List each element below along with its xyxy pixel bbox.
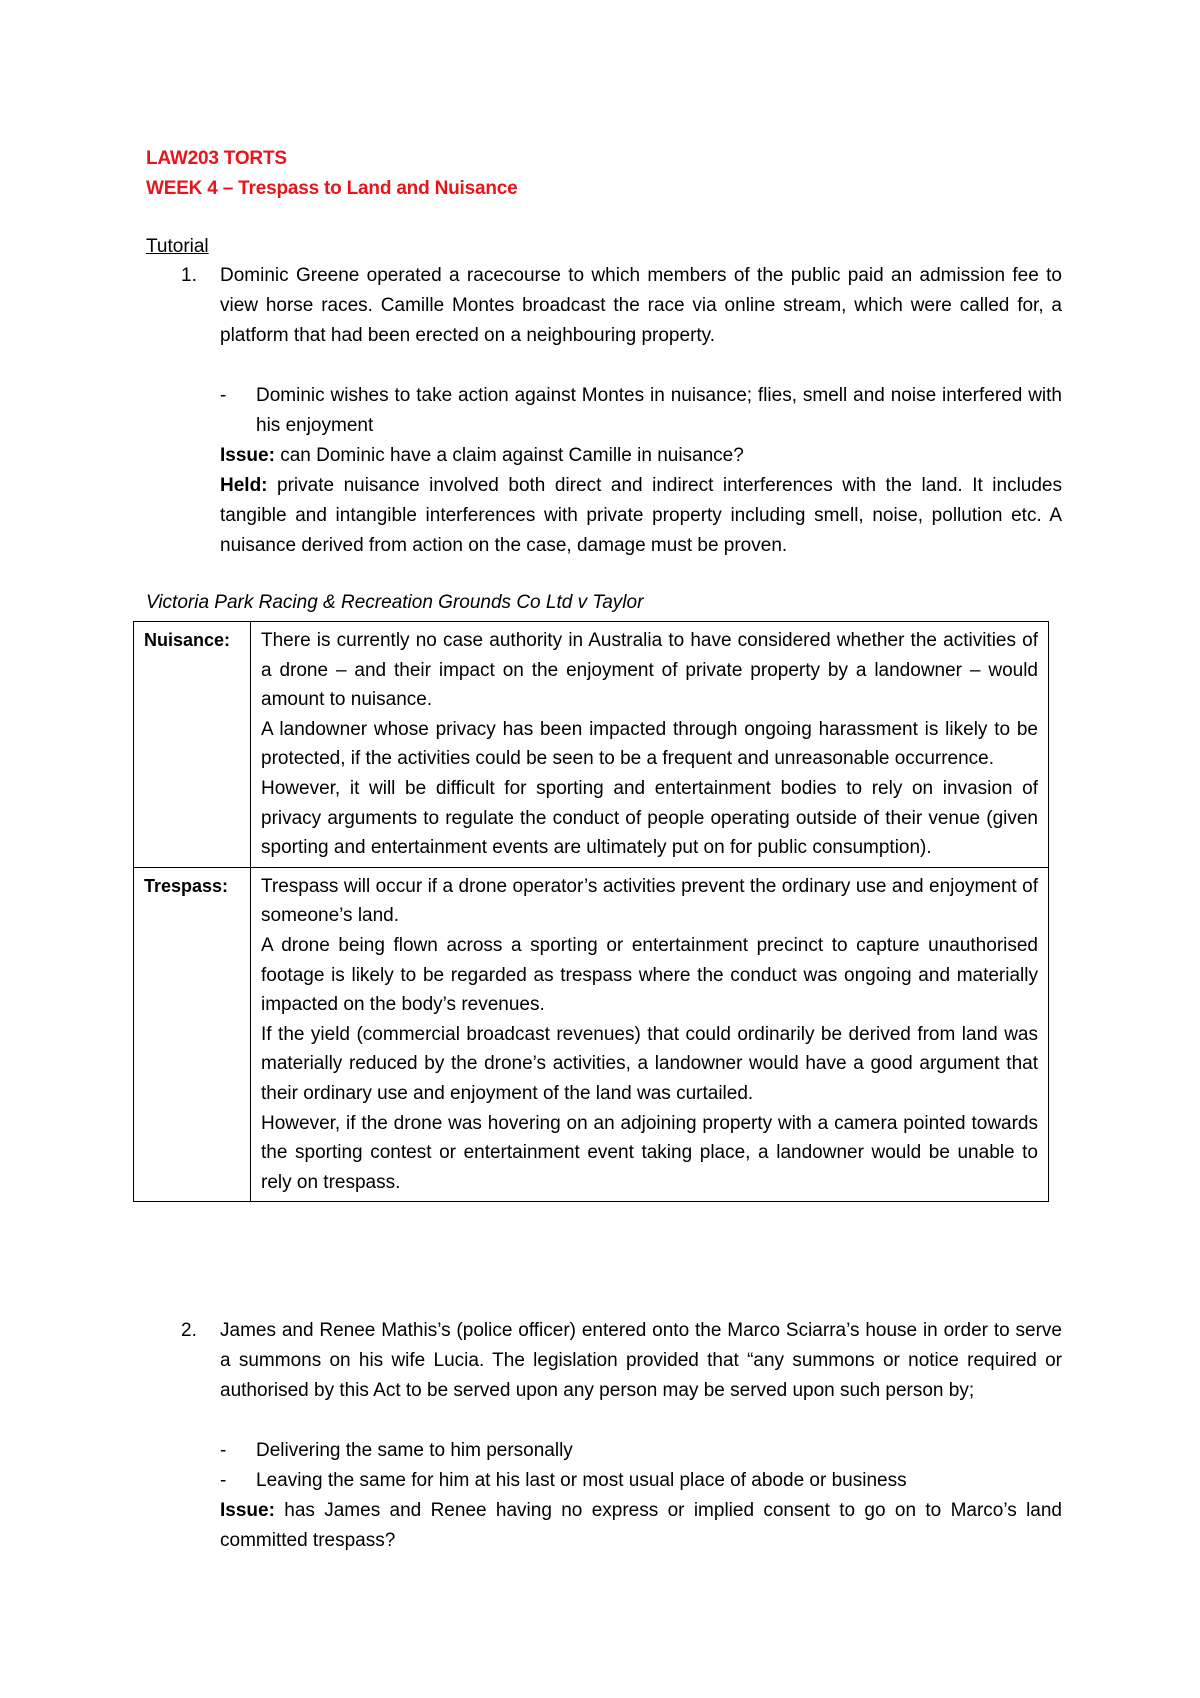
- question-1-held: [220, 471, 1062, 561]
- question-1-bullet: Dominic wishes to take action against Montes in nuisance; flies, smell and noise interfered with his enjoyment: [256, 385, 1062, 436]
- case-citation: Victoria Park Racing & Recreation Grounds Co Ltd v Taylor: [146, 592, 644, 613]
- table-row-nuisance: [134, 622, 1049, 868]
- question-2-number: 2.: [181, 1320, 197, 1341]
- question-1-dash: -: [220, 385, 227, 406]
- row-content-nuisance: [251, 622, 1049, 868]
- question-2-bullet-1: Delivering the same to him personally: [256, 1440, 573, 1461]
- question-1-issue: [220, 441, 1062, 471]
- issue-label: Issue:: [220, 445, 275, 466]
- issue-text: can Dominic have a claim against Camille in nuisance?: [274, 445, 744, 466]
- trespass-para-4: However, if the drone was hovering on an adjoining property with a camera pointed towards the sporting contest or entertainment event taking place, a landowner would be unable to rely on trespass.: [261, 1112, 1038, 1193]
- trespass-para-3: If the yield (commercial broadcast revenues) that could ordinarily be derived from land was materially reduced by the drone’s activities, a landowner would have a good argument that their ordinary use and enjoyment of the land was curtailed.: [261, 1023, 1038, 1104]
- trespass-para-2: A drone being flown across a sporting or entertainment precinct to capture unauthorised footage is likely to be regarded as trespass where the conduct was ongoing and materially impacted on the body’s revenues.: [261, 934, 1038, 1016]
- nuisance-para-1: There is currently no case authority in Australia to have considered whether the activities of a drone – and their impact on the enjoyment of private property by a landowner – would amount to nuisance.: [261, 630, 1038, 711]
- nuisance-para-3: However, it will be difficult for sporting and entertainment bodies to rely on invasion of privacy arguments to regulate the conduct of people operating outside of their venue (given sporting and entertainment events are ultimately put on for public consumption).: [261, 777, 1038, 859]
- row-label-trespass: Trespass:: [134, 867, 251, 1202]
- question-2-text: James and Renee Mathis’s (police officer) entered onto the Marco Sciarra’s house in order to serve a summons on his wife Lucia. The legislation provided that “any summons or notice required or authorised by this Act to be served upon any person may be served upon such person by;: [220, 1320, 1062, 1401]
- week-title: WEEK 4 – Trespass to Land and Nuisance: [146, 178, 518, 199]
- issue-text-2: has James and Renee having no express or implied consent to go on to Marco’s land committed trespass?: [220, 1500, 1062, 1551]
- question-1-text: Dominic Greene operated a racecourse to which members of the public paid an admission fee to view horse races. Camille Montes broadcast the race via online stream, which were called for, a platform that had been erected on a neighbouring property.: [220, 265, 1062, 346]
- question-1-number: 1.: [181, 265, 197, 286]
- held-label: Held:: [220, 475, 268, 496]
- row-content-trespass: [251, 867, 1049, 1202]
- held-text: private nuisance involved both direct and indirect interferences with the land. It includes tangible and intangible interferences with private property including smell, noise, pollution etc. A nuisance derived from action on the case, damage must be proven.: [220, 475, 1062, 556]
- section-heading: Tutorial: [146, 236, 209, 257]
- nuisance-para-2: A landowner whose privacy has been impacted through ongoing harassment is likely to be protected, if the activities could be seen to be a frequent and unreasonable occurrence.: [261, 718, 1038, 770]
- analysis-table: [133, 621, 1049, 1202]
- row-label-nuisance: Nuisance:: [134, 622, 251, 868]
- issue-label-2: Issue:: [220, 1500, 275, 1521]
- table-row-trespass: [134, 867, 1049, 1202]
- question-2-dash-1: -: [220, 1440, 227, 1461]
- trespass-para-1: Trespass will occur if a drone operator’s activities prevent the ordinary use and enjoyment of someone’s land.: [261, 875, 1038, 927]
- question-2-dash-2: -: [220, 1470, 227, 1491]
- question-2-bullet-2: Leaving the same for him at his last or most usual place of abode or business: [256, 1470, 907, 1491]
- course-title: LAW203 TORTS: [146, 148, 287, 169]
- question-2-issue: [220, 1496, 1062, 1556]
